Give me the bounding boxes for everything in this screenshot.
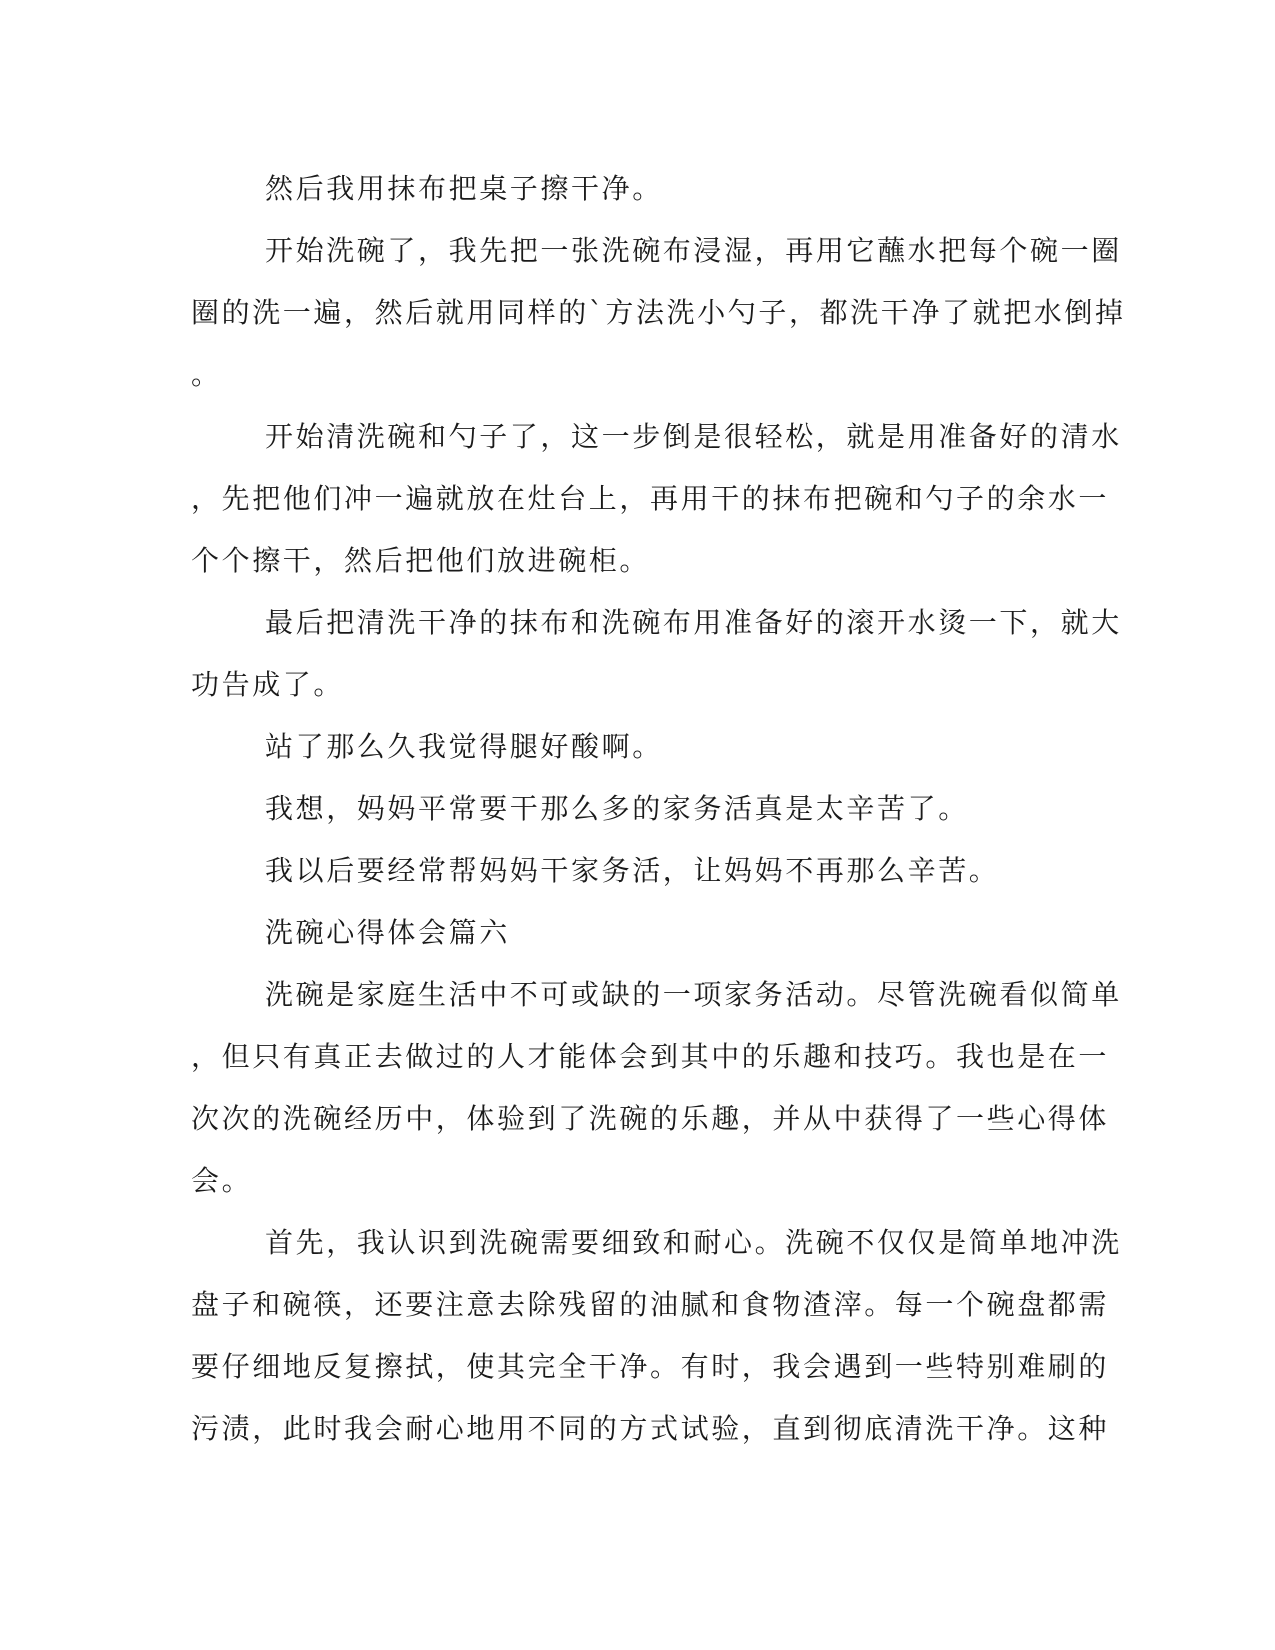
section-heading bbox=[191, 902, 1091, 964]
paragraph bbox=[191, 1212, 1122, 1460]
paragraph bbox=[191, 158, 1091, 220]
text-line: 开始洗碗了，我先把一张洗碗布浸湿，再用它蘸水把每个碗一圈 bbox=[265, 234, 1122, 267]
document-body bbox=[191, 158, 1126, 1460]
text-line: 功告成了。 bbox=[191, 668, 345, 701]
text-line: 站了那么久我觉得腿好酸啊。 bbox=[265, 730, 663, 763]
text-line: 开始清洗碗和勺子了，这一步倒是很轻松，就是用准备好的清水 bbox=[265, 420, 1122, 453]
paragraph bbox=[191, 840, 1091, 902]
text-line: ，但只有真正去做过的人才能体会到其中的乐趣和技巧。我也是在一 bbox=[191, 1040, 1110, 1073]
text-line: 首先，我认识到洗碗需要细致和耐心。洗碗不仅仅是简单地冲洗 bbox=[265, 1226, 1122, 1259]
text-line: 次次的洗碗经历中，体验到了洗碗的乐趣，并从中获得了一些心得体 bbox=[191, 1102, 1110, 1135]
text-line: ，先把他们冲一遍就放在灶台上，再用干的抹布把碗和勺子的余水一 bbox=[191, 482, 1110, 515]
text-line: 圈的洗一遍，然后就用同样的`方法洗小勺子，都洗干净了就把水倒掉 bbox=[191, 296, 1126, 329]
text-line: 然后我用抹布把桌子擦干净。 bbox=[265, 172, 663, 205]
paragraph bbox=[191, 716, 1091, 778]
text-line: 污渍，此时我会耐心地用不同的方式试验，直到彻底清洗干净。这种 bbox=[191, 1412, 1110, 1445]
text-line: 洗碗是家庭生活中不可或缺的一项家务活动。尽管洗碗看似简单 bbox=[265, 978, 1122, 1011]
text-line: 。 bbox=[191, 358, 222, 391]
text-line: 会。 bbox=[191, 1164, 253, 1197]
paragraph bbox=[191, 406, 1122, 592]
text-line: 洗碗心得体会篇六 bbox=[265, 916, 510, 949]
text-line: 盘子和碗筷，还要注意去除残留的油腻和食物渣滓。每一个碗盘都需 bbox=[191, 1288, 1110, 1321]
paragraph bbox=[191, 592, 1122, 716]
paragraph bbox=[191, 964, 1122, 1212]
text-line: 个个擦干，然后把他们放进碗柜。 bbox=[191, 544, 651, 577]
text-line: 最后把清洗干净的抹布和洗碗布用准备好的滚开水烫一下，就大 bbox=[265, 606, 1122, 639]
text-line: 要仔细地反复擦拭，使其完全干净。有时，我会遇到一些特别难刷的 bbox=[191, 1350, 1110, 1383]
text-line: 我想，妈妈平常要干那么多的家务活真是太辛苦了。 bbox=[265, 792, 969, 825]
text-line: 我以后要经常帮妈妈干家务活，让妈妈不再那么辛苦。 bbox=[265, 854, 1000, 887]
paragraph bbox=[191, 778, 1091, 840]
paragraph bbox=[191, 220, 1126, 406]
